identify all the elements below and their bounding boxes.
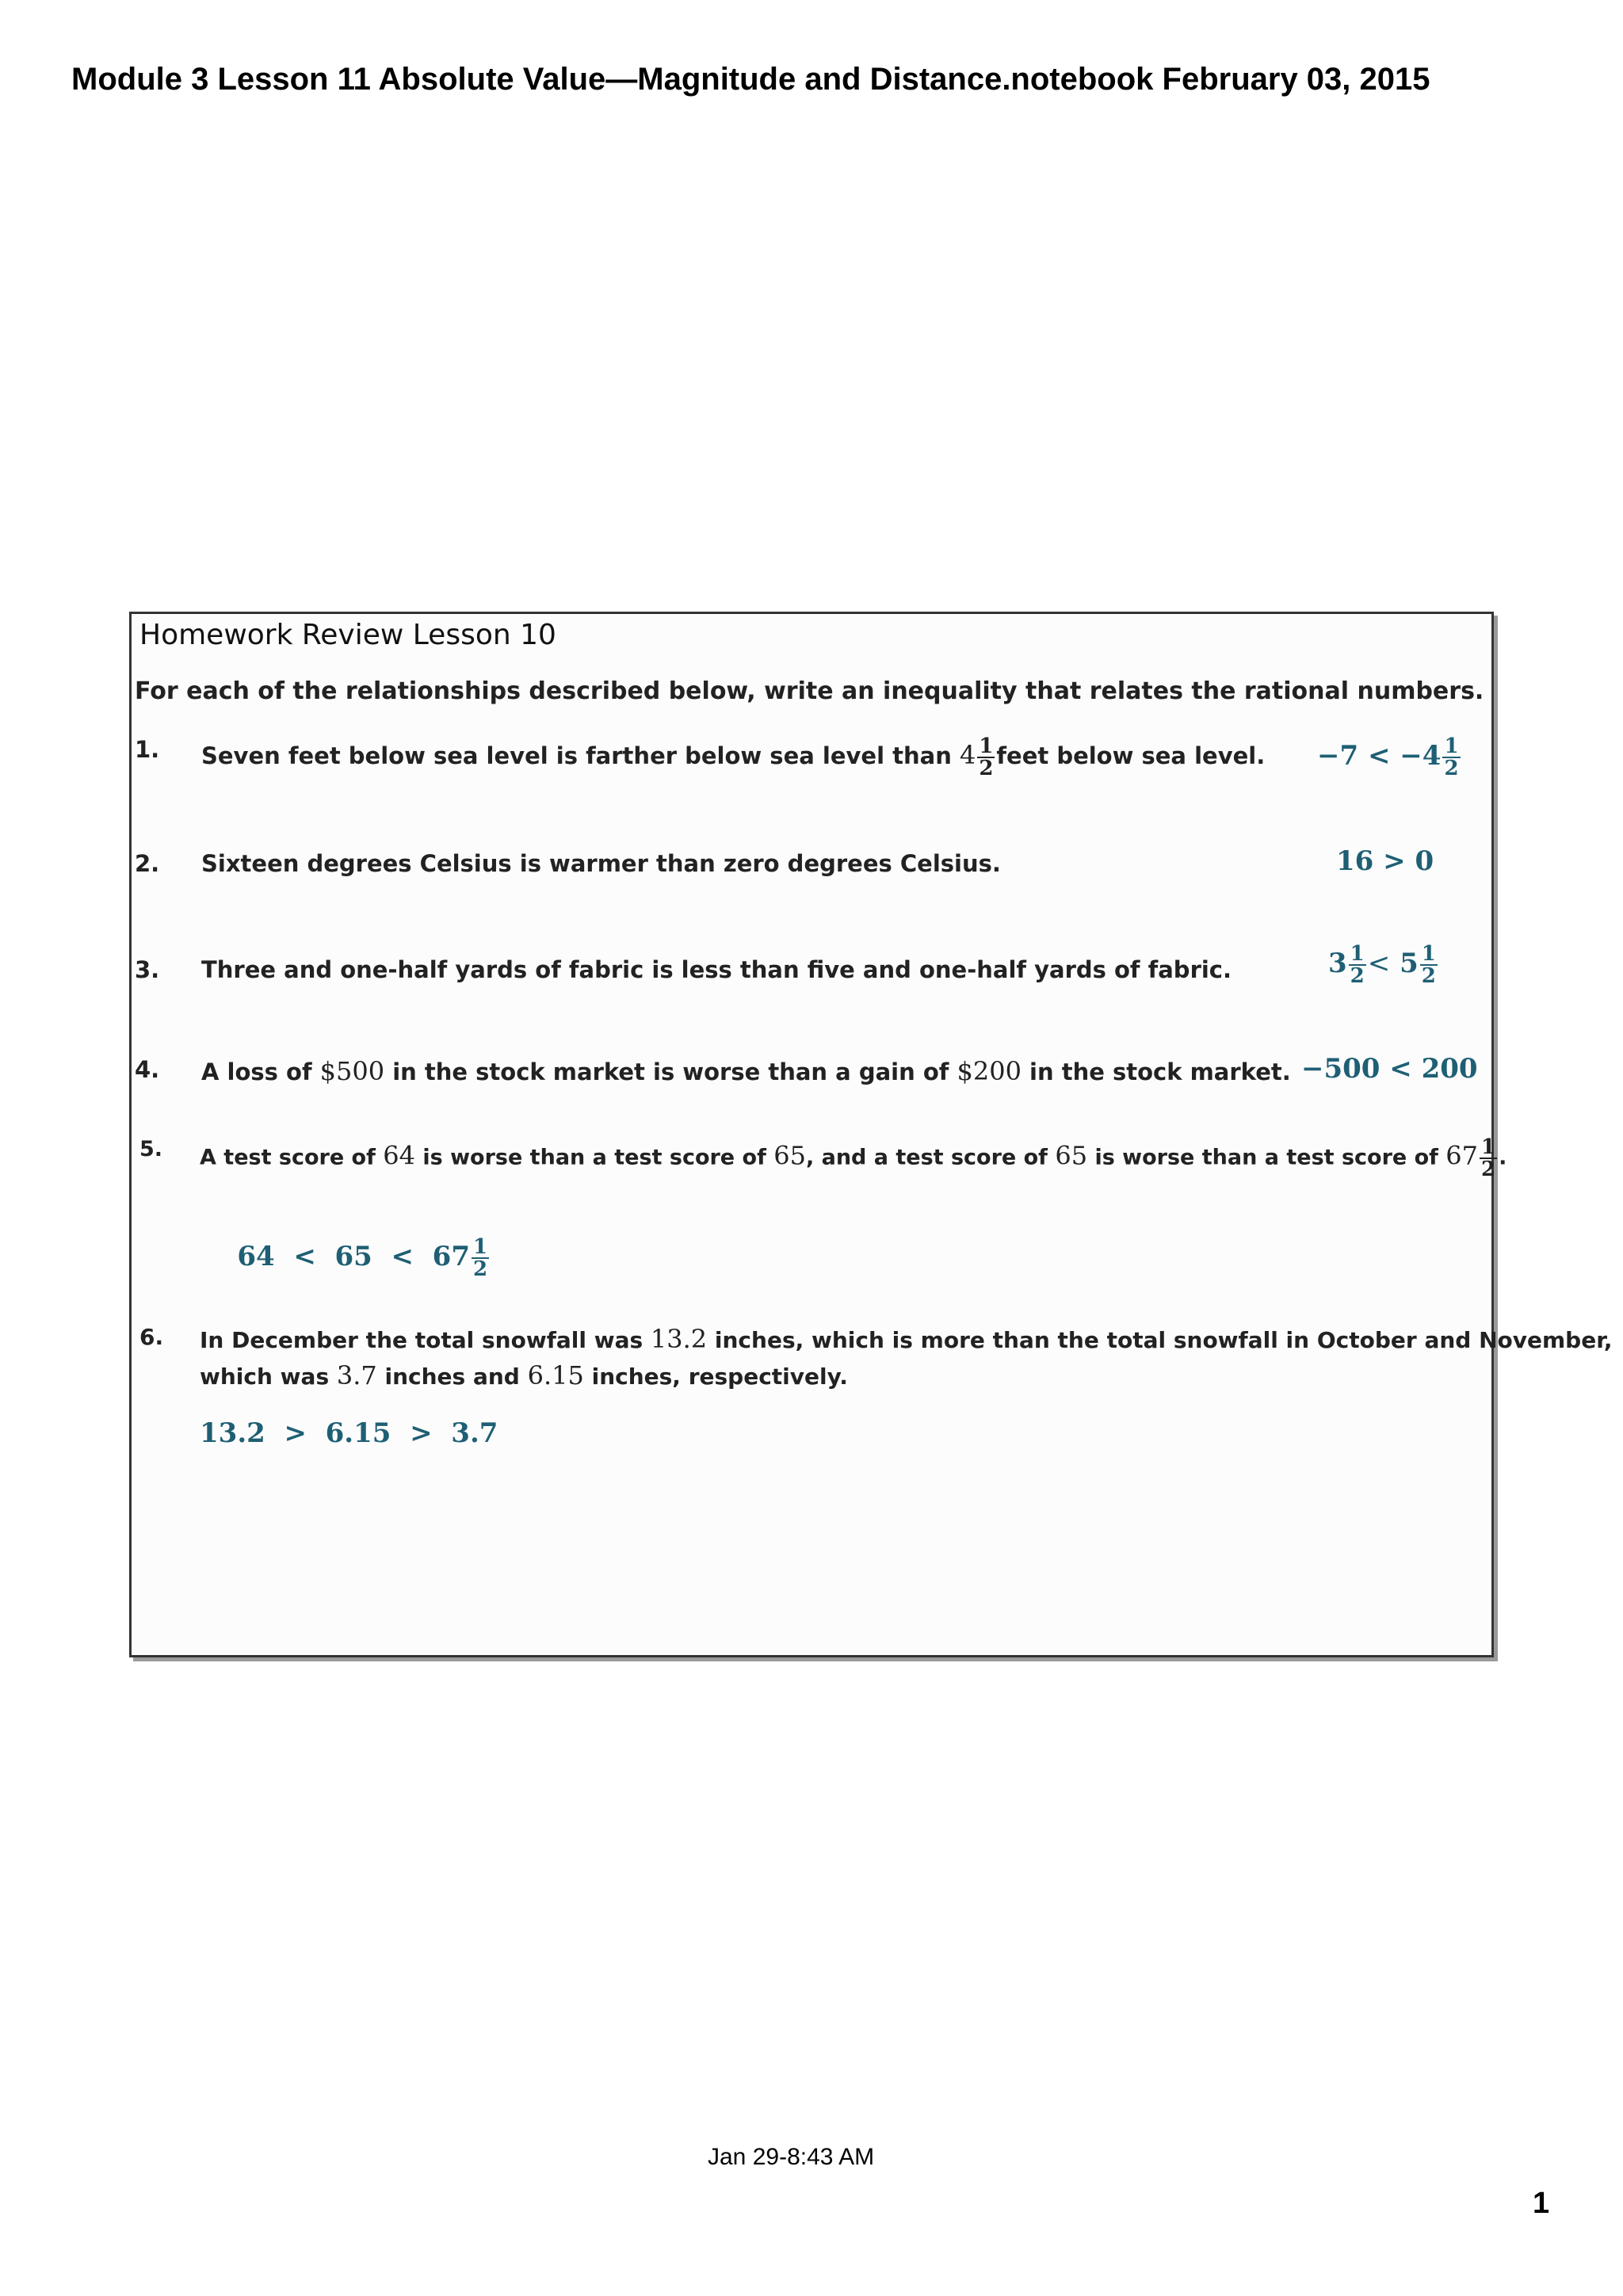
mixed-number-whole: 5 — [1400, 948, 1419, 979]
question-text-part: Seven feet below sea level is farther below sea level than — [201, 742, 960, 769]
answer-fraction — [1420, 944, 1438, 986]
question-number: 4. — [135, 1056, 160, 1083]
question-text-part: is worse than a test score of — [414, 1145, 774, 1170]
score-value: 65 — [1055, 1140, 1088, 1171]
question-text-line-2 — [200, 1360, 848, 1390]
fraction-denominator: 2 — [1444, 757, 1459, 780]
fraction-numerator: 1 — [1481, 1135, 1496, 1159]
answer-fraction — [1349, 944, 1366, 986]
question-text-part: In December the total snowfall was — [200, 1327, 651, 1353]
score-value: 64 — [383, 1140, 415, 1171]
question-text: Three and one-half yards of fabric is less than five and one-half yards of fabric. — [201, 956, 1232, 983]
mixed-number-whole: 3 — [1328, 948, 1347, 979]
question-text-part: inches and — [376, 1363, 528, 1390]
fraction-numerator: 1 — [472, 1235, 488, 1259]
fraction-numerator: 1 — [1444, 734, 1459, 758]
question-text — [200, 1137, 1507, 1180]
fraction-denominator: 2 — [472, 1257, 488, 1281]
question-text — [201, 736, 1265, 779]
question-text-part: . — [1499, 1145, 1507, 1170]
question-text-part: in the stock market. — [1021, 1058, 1291, 1085]
question-text-line-1 — [200, 1324, 1613, 1354]
page-header-title: Module 3 Lesson 11 Absolute Value—Magnitude and Distance.notebook February 03, 2015 — [71, 62, 1430, 97]
slide-title: Homework Review Lesson 10 — [139, 619, 556, 651]
question-number: 3. — [135, 956, 160, 983]
fraction-numerator: 1 — [1421, 942, 1436, 966]
question-text-part: which was — [200, 1363, 337, 1390]
question-text-part: A test score of — [200, 1145, 384, 1170]
answer-text: 64 < 65 < 67 — [237, 1241, 470, 1272]
question-text — [201, 1056, 1291, 1086]
answer-4: −500 < 200 — [1301, 1053, 1478, 1085]
score-value: 65 — [773, 1140, 806, 1171]
question-number: 1. — [135, 736, 160, 763]
answer-5 — [200, 1205, 491, 1311]
answer-fraction — [472, 1237, 489, 1280]
fraction-denominator: 2 — [1421, 964, 1436, 988]
snowfall-value: 13.2 — [650, 1324, 708, 1354]
question-text-part: feet below sea level. — [996, 742, 1266, 769]
question-text-part: , and a test score of — [805, 1145, 1056, 1170]
homework-review-slide — [129, 612, 1613, 1657]
question-number: 2. — [135, 850, 160, 877]
mixed-number-whole: 67 — [1445, 1140, 1479, 1171]
answer-fraction — [1442, 736, 1460, 779]
dollar-value: $200 — [957, 1056, 1022, 1086]
question-text-part: inches, which is more than the total snowfall in October and November, — [707, 1327, 1613, 1353]
question-text-part: is worse than a test score of — [1087, 1145, 1446, 1170]
mixed-number-whole: 4 — [959, 740, 976, 770]
question-text: Sixteen degrees Celsius is warmer than zero degrees Celsius. — [201, 850, 1001, 877]
fraction-denominator: 2 — [1481, 1158, 1496, 1181]
fraction-denominator: 2 — [979, 757, 994, 780]
question-number: 5. — [139, 1137, 163, 1161]
question-text-part: A loss of — [201, 1058, 320, 1085]
snowfall-value: 6.15 — [527, 1360, 584, 1390]
question-text-part: in the stock market is worse than a gain of — [384, 1058, 957, 1085]
answer-1 — [1317, 736, 1462, 779]
answer-6: 13.2 > 6.15 > 3.7 — [200, 1417, 498, 1449]
question-text-part: inches, respectively. — [583, 1363, 848, 1390]
answer-text: −7 < −4 — [1317, 740, 1442, 772]
fraction — [1480, 1137, 1497, 1180]
fraction — [977, 736, 995, 779]
snowfall-value: 3.7 — [336, 1360, 377, 1390]
instruction-text: For each of the relationships described below, write an inequality that relates the rational numbers. — [135, 677, 1484, 705]
fraction-denominator: 2 — [1350, 964, 1365, 988]
page-number: 1 — [1533, 2187, 1550, 2220]
fraction-numerator: 1 — [1350, 942, 1365, 966]
question-number: 6. — [139, 1324, 164, 1350]
answer-2: 16 > 0 — [1336, 845, 1434, 877]
answer-3 — [1328, 944, 1439, 986]
dollar-value: $500 — [319, 1056, 385, 1086]
fraction-numerator: 1 — [979, 734, 994, 758]
slide-timestamp: Jan 29-8:43 AM — [708, 2144, 875, 2170]
inequality-operator: < — [1367, 948, 1391, 979]
